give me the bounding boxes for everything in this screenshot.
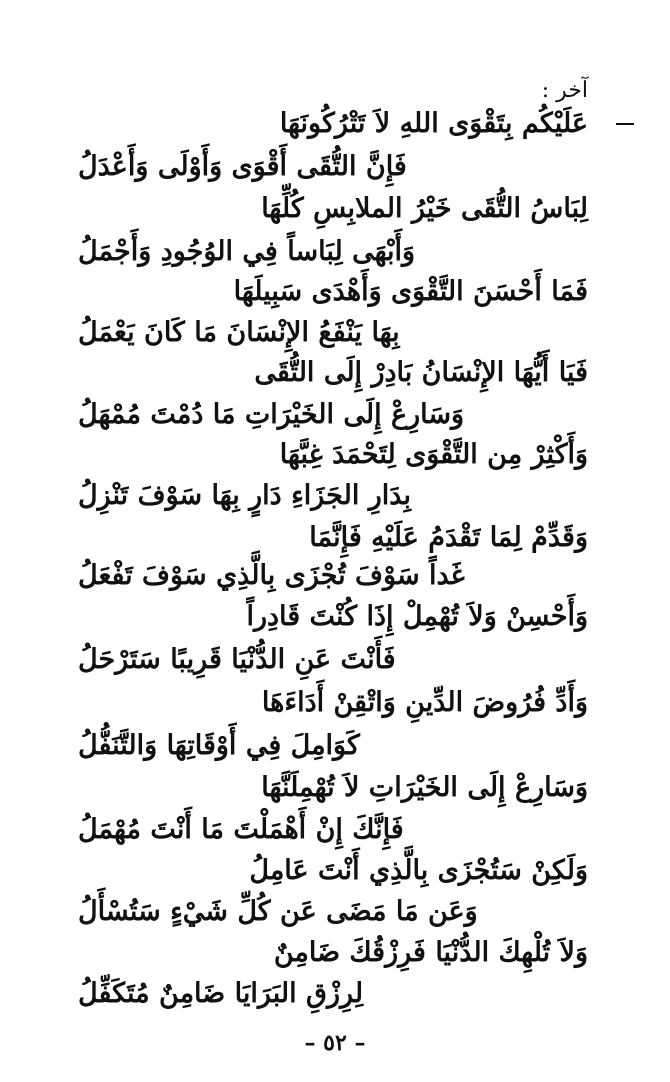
verse-line: فَيَا أَيُّهَا الإِنْسَانُ بَادِرْ إِلَى التُّقَى bbox=[254, 357, 588, 388]
poem-start-dash bbox=[616, 123, 634, 125]
verse-line: وَسَارِعْ إِلَى الخَيْرَاتِ مَا دُمْتَ مُمْهَلُ bbox=[78, 399, 465, 430]
verse-line: وَعَن مَا مَضَى عَن كُلِّ شَيْءٍ سَتُسْأَلُ bbox=[78, 896, 478, 927]
verse-line: وَسَارِعْ إِلَى الخَيْرَاتِ لاَ تُهْمِلَنَّهَا bbox=[261, 772, 588, 803]
verse-line: بِهَا يَنْفَعُ الإِنْسَانَ مَا كَانَ يَعْمَلُ bbox=[78, 317, 400, 348]
verse-line: فَأَنْتَ عَنِ الدُّنْيَا قَرِيبًا سَتَرْحَلُ bbox=[78, 644, 396, 675]
verse-line: كَوَامِلَ فِي أَوْقَاتِهَا وَالتَّنَفُّلُ bbox=[78, 730, 360, 761]
page-number: – ٥٢ – bbox=[304, 1030, 366, 1056]
verse-line: فَإِنَّ التُّقَى أَقْوَى وَأَوْلَى وَأَعْدَلُ bbox=[78, 151, 407, 182]
verse-line: وَأَحْسِنْ وَلاَ تُهْمِلْ إِذَا كُنْتَ قَادِراً bbox=[246, 601, 588, 632]
verse-line: عَلَيْكُم بِتَقْوَى اللهِ لاَ تَتْرُكُونَهَا bbox=[279, 108, 588, 139]
verse-line: غَداً سَوْفَ تُجْزَى بِالَّذِي سَوْفَ تَفْعَلُ bbox=[78, 560, 465, 591]
verse-line: وَلَكِنْ سَتُجْزَى بِالَّذِي أَنْتَ عَامِلُ bbox=[249, 855, 588, 886]
verse-line: لِبَاسُ التُّقَى خَيْرُ الملابِسِ كُلِّهَا bbox=[261, 193, 588, 224]
verse-line: وَقَدِّمْ لِمَا تَقْدَمُ عَلَيْهِ فَإِنَّمَا bbox=[309, 522, 588, 553]
verse-line: فَمَا أَحْسَنَ التَّقْوَى وَأَهْدَى سَبِيلَهَا bbox=[233, 276, 588, 307]
verse-line: وَأَكْثِرْ مِن التَّقْوَى لِتَحْمَدَ غِبَّهَا bbox=[279, 439, 588, 470]
section-heading: آخر : bbox=[541, 78, 588, 103]
verse-line: بِدَارِ الجَزَاءِ دَارٍ بِهَا سَوْفَ تَنْزِلُ bbox=[78, 480, 411, 511]
verse-line: لِرِزْقِ البَرَايَا ضَامِنٌ مُتَكَفِّلُ bbox=[78, 978, 364, 1009]
verse-line: وَأَبْهَى لِبَاساً فِي الوُجُودِ وَأَجْمَلُ bbox=[78, 236, 416, 267]
verse-line: وَلاَ تُلْهِكَ الدُّنْيَا فَرِزْقُكَ ضَامِنٌ bbox=[273, 937, 588, 968]
verse-line: وَأَدِّ فُرُوضَ الدِّينِ وَاتْقِنْ أَدَاءَهَا bbox=[261, 687, 588, 718]
verse-line: فَإِنَّكَ إِنْ أَهْمَلْتَ مَا أَنْتَ مُهْمَلُ bbox=[78, 814, 404, 845]
